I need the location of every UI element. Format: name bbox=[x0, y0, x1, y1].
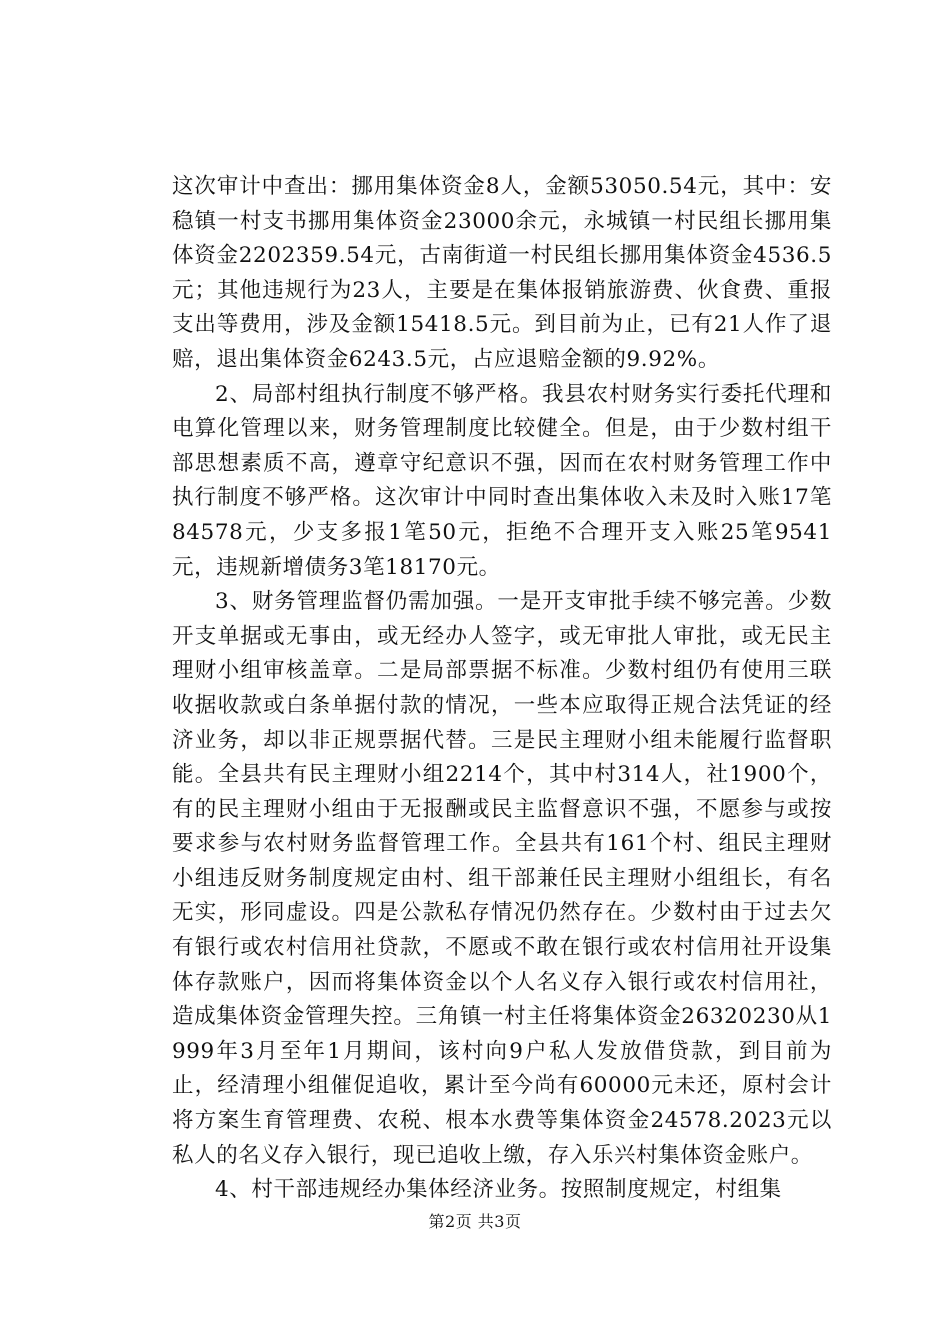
page-number-footer: 第2页 共3页 bbox=[428, 1212, 522, 1231]
paragraph-audit-findings: 这次审计中查出：挪用集体资金8人，金额53050.54元，其中：安稳镇一村支书挪用集体资金23000余元，永城镇一村民组长挪用集体资金2202359.54元，古南街道一村民组长挪用集体资金4536.5元；其他违规行为23人，主要是在集体报销旅游费、伙食费、重报支出等费用，涉及金额15418.5元。到目前为止，已有21人作了退赔，退出集体资金6243.5元，占应退赔金额的9.92%。 bbox=[172, 174, 832, 372]
paragraph-item-3: 3、财务管理监督仍需加强。一是开支审批手续不够完善。少数开支单据或无事由，或无经办人签字，或无审批人审批，或无民主理财小组审核盖章。二是局部票据不标准。少数村组仍有使用三联收据收款或白条单据付款的情况，一些本应取得正规合法凭证的经济业务，却以非正规票据代替。三是民主理财小组未能履行监督职能。全县共有民主理财小组2214个，其中村314人，社1900个，有的民主理财小组由于无报酬或民主监督意识不强，不愿参与或按要求参与农村财务监督管理工作。全县共有161个村、组民主理财小组违反财务制度规定由村、组干部兼任民主理财小组组长，有名无实，形同虚设。四是公款私存情况仍然存在。少数村由于过去欠有银行或农村信用社贷款，不愿或不敢在银行或农村信用社开设集体存款账户，因而将集体资金以个人名义存入银行或农村信用社，造成集体资金管理失控。三角镇一村主任将集体资金26320230从1999年3月至年1月期间，该村向9户私人发放借贷款，到目前为止，经清理小组催促追收，累计至今尚有60000元未还，原村会计将方案生育管理费、农税、根本水费等集体资金24578.2023元以私人的名义存入银行，现已追收上缴，存入乐兴村集体资金账户。 bbox=[172, 589, 832, 1168]
paragraph-item-2: 2、局部村组执行制度不够严格。我县农村财务实行委托代理和电算化管理以来，财务管理制度比较健全。但是，由于少数村组干部思想素质不高，遵章守纪意识不强，因而在农村财务管理工作中执行制度不够严格。这次审计中同时查出集体收入未及时入账17笔84578元，少支多报1笔50元，拒绝不合理开支入账25笔9541元，违规新增债务3笔18170元。 bbox=[172, 381, 832, 580]
document-body bbox=[172, 170, 832, 1208]
paragraph-item-4: 4、村干部违规经办集体经济业务。按照制度规定，村组集 bbox=[215, 1177, 782, 1203]
